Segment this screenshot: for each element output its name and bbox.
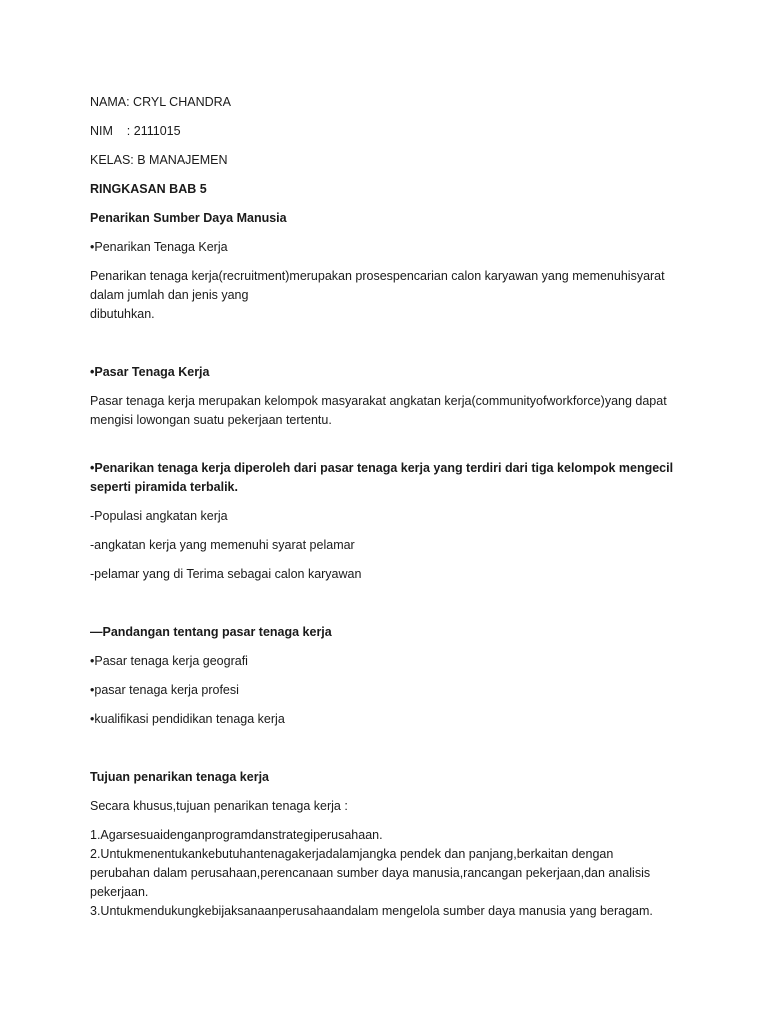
student-nim: NIM : 2111015 — [90, 124, 181, 138]
list-item: -Populasi angkatan kerja — [90, 509, 228, 523]
student-name: NAMA: CRYL CHANDRA — [90, 95, 231, 109]
paragraph-line: mengisi lowongan suatu pekerjaan tertentu. — [90, 413, 332, 427]
list-item: •kualifikasi pendidikan tenaga kerja — [90, 712, 285, 726]
numbered-list-line: pekerjaan. — [90, 885, 149, 899]
section-heading-tujuan: Tujuan penarikan tenaga kerja — [90, 770, 269, 784]
list-item: -pelamar yang di Terima sebagai calon karyawan — [90, 567, 362, 581]
list-item: -angkatan kerja yang memenuhi syarat pelamar — [90, 538, 355, 552]
numbered-list-line: 2.Untukmenentukankebutuhantenagakerjadalamjangka pendek dan panjang,berkaitan dengan — [90, 847, 614, 861]
list-item: •Pasar tenaga kerja geografi — [90, 654, 248, 668]
document-subtitle: Penarikan Sumber Daya Manusia — [90, 211, 287, 225]
numbered-list-line: 3.Untukmendukungkebijaksanaanperusahaandalam mengelola sumber daya manusia yang beragam. — [90, 904, 653, 918]
numbered-list-line: 1.Agarsesuaidenganprogramdanstrategiperusahaan. — [90, 828, 383, 842]
paragraph-line: Secara khusus,tujuan penarikan tenaga kerja : — [90, 799, 348, 813]
numbered-list-line: perubahan dalam perusahaan,perencanaan sumber daya manusia,rancangan pekerjaan,dan analisis — [90, 866, 651, 880]
paragraph-line: Penarikan tenaga kerja(recruitment)merupakan prosespencarian calon karyawan yang memenuhisyarat — [90, 269, 665, 283]
document-title: RINGKASAN BAB 5 — [90, 182, 207, 196]
section-heading-piramida: •Penarikan tenaga kerja diperoleh dari pasar tenaga kerja yang terdiri dari tiga kelompok mengecil — [90, 461, 674, 475]
section-heading-pasar: •Pasar Tenaga Kerja — [90, 365, 210, 379]
paragraph-line: Pasar tenaga kerja merupakan kelompok masyarakat angkatan kerja(communityofworkforce)yang dapat — [90, 394, 667, 408]
paragraph-line: dibutuhkan. — [90, 307, 155, 321]
list-item: •pasar tenaga kerja profesi — [90, 683, 239, 697]
student-class: KELAS: B MANAJEMEN — [90, 153, 228, 167]
section-heading-penarikan: •Penarikan Tenaga Kerja — [90, 240, 228, 254]
section-heading-pandangan: —Pandangan tentang pasar tenaga kerja — [90, 625, 332, 639]
section-heading-piramida: seperti piramida terbalik. — [90, 480, 238, 494]
paragraph-line: dalam jumlah dan jenis yang — [90, 288, 249, 302]
